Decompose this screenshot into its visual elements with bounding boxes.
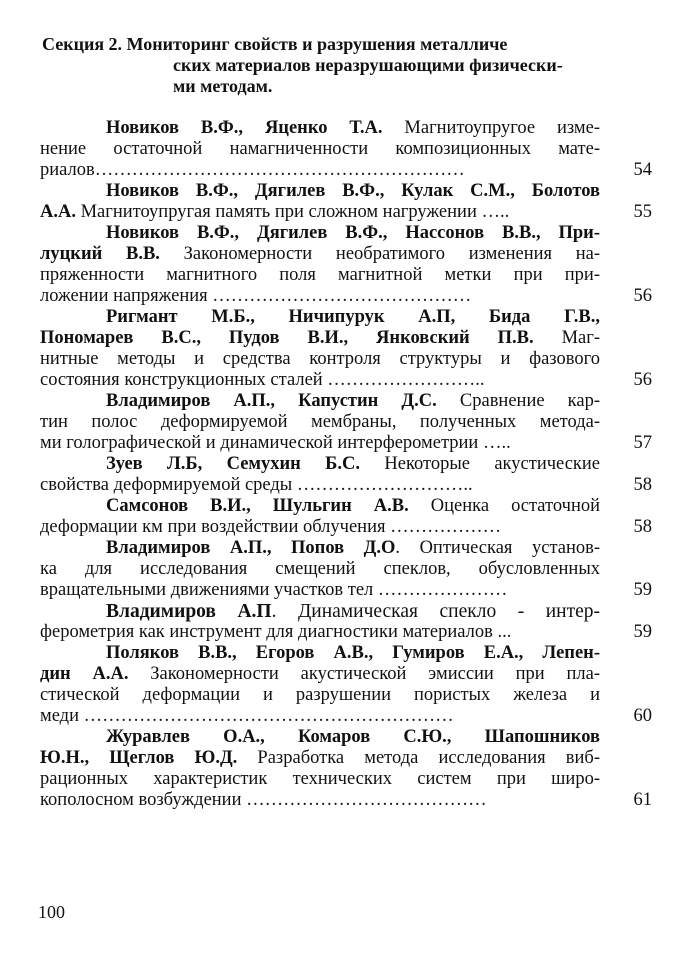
- entry-title: меди ……………………………………………………: [40, 706, 454, 726]
- toc-entry: [40, 223, 652, 307]
- entry-page: 55: [633, 202, 652, 222]
- entry-authors: Новиков В.Ф., Дягилев В.Ф., Кулак С.М., Болотов: [106, 181, 600, 201]
- entry-authors: луцкий В.В.: [40, 244, 160, 264]
- entry-authors: дин А.А.: [40, 664, 129, 684]
- entry-authors: Журавлев О.А., Комаров С.Ю., Шапошников: [106, 727, 600, 747]
- entry-title: ми голографической и динамической интерферометрии …..: [40, 433, 511, 453]
- entry-title: пряженности магнитного поля магнитной метки при при-: [40, 265, 600, 285]
- entry-title: деформации км при воздействии облучения ………………: [40, 517, 502, 537]
- entry-page: 54: [633, 160, 652, 180]
- entry-page: 56: [633, 286, 652, 306]
- entry-title: . Динамическая спекло - интер-: [271, 601, 600, 622]
- toc-entry: [40, 307, 652, 391]
- entry-title: Оценка остаточной: [430, 496, 600, 516]
- entry-authors: Поляков В.В., Егоров А.В., Гумиров Е.А., Лепен-: [106, 643, 600, 663]
- toc-entry: [40, 538, 652, 601]
- entry-authors: Ю.Н., Щеглов Ю.Д.: [40, 748, 238, 768]
- entry-title: стической деформации и разрушении пористых железа и: [40, 685, 600, 705]
- section-title-line: Секция 2. Мониторинг свойств и разрушения металличе: [42, 34, 508, 54]
- toc-entry: [40, 181, 652, 223]
- entry-title: Магнитоупругая память при сложном нагружении …..: [80, 202, 510, 222]
- entry-page: 57: [633, 433, 652, 453]
- entry-title: Сравнение кар-: [459, 391, 600, 411]
- section-title: [42, 34, 642, 97]
- toc-entry: [40, 391, 652, 454]
- toc-entry: [40, 118, 652, 181]
- entry-authors: Самсонов В.И., Шульгин А.В.: [106, 496, 409, 516]
- page-number: 100: [38, 902, 65, 922]
- entry-title: Маг-: [561, 328, 601, 348]
- table-of-contents: [40, 118, 652, 811]
- entry-title: нитные методы и средства контроля структуры и фазового: [40, 349, 600, 369]
- entry-authors: Новиков В.Ф., Яценко Т.А.: [106, 118, 383, 138]
- entry-page: 59: [633, 580, 652, 600]
- entry-page: 58: [633, 475, 652, 495]
- entry-authors: А.А.: [40, 202, 76, 222]
- toc-entry: [40, 643, 652, 727]
- entry-title: Закономерности необратимого изменения на-: [183, 244, 601, 264]
- section-title-line: ских материалов неразрушающими физически-: [173, 55, 563, 75]
- entry-title: нение остаточной намагниченности композиционных мате-: [40, 139, 600, 159]
- entry-authors: Владимиров А.П: [106, 601, 272, 622]
- entry-title: ферометрия как инструмент для диагностики материалов ...: [40, 622, 512, 642]
- toc-entry: [40, 601, 652, 643]
- entry-page: 61: [633, 790, 652, 810]
- entry-authors: Ригмант М.Б., Ничипурук А.П, Бида Г.В.,: [106, 307, 600, 327]
- entry-title: свойства деформируемой среды ………………………..: [40, 475, 473, 495]
- entry-authors: Пономарев В.С., Пудов В.И., Янковский П.В.: [40, 328, 534, 348]
- entry-authors: Зуев Л.Б, Семухин Б.С.: [106, 454, 361, 474]
- entry-title: риалов……………………………………………………: [40, 160, 465, 180]
- entry-authors: Владимиров А.П., Капустин Д.С.: [106, 391, 437, 411]
- toc-entry: [40, 454, 652, 496]
- entry-title: ка для исследования смещений спеклов, обусловленных: [40, 559, 600, 579]
- toc-entry: [40, 496, 652, 538]
- entry-title: Разработка метода исследования виб-: [257, 748, 600, 768]
- entry-authors: Владимиров А.П., Попов Д.О: [106, 538, 396, 558]
- toc-entry: [40, 727, 652, 811]
- entry-title: рационных характеристик технических систем при широ-: [40, 769, 600, 789]
- entry-title: состояния конструкционных сталей ……………………..: [40, 370, 485, 390]
- section-title-line: ми методам.: [173, 76, 273, 96]
- entry-page: 58: [633, 517, 652, 537]
- entry-title: тин полос деформируемой мембраны, полученных метода-: [40, 412, 600, 432]
- entry-page: 60: [633, 706, 652, 726]
- entry-title: Некоторые акустические: [384, 454, 600, 474]
- entry-authors: Новиков В.Ф., Дягилев В.Ф., Нассонов В.В., При-: [106, 223, 600, 243]
- entry-title: Закономерности акустической эмиссии при пла-: [150, 664, 601, 684]
- entry-title: Магнитоупругое изме-: [404, 118, 600, 138]
- entry-title: ложении напряжения ……………………………………: [40, 286, 472, 306]
- entry-title: кополосном возбуждении …………………………………: [40, 790, 487, 810]
- entry-title: вращательными движениями участков тел …………………: [40, 580, 508, 600]
- entry-page: 56: [633, 370, 652, 390]
- entry-title: . Оптическая установ-: [395, 538, 601, 558]
- entry-page: 59: [633, 622, 652, 642]
